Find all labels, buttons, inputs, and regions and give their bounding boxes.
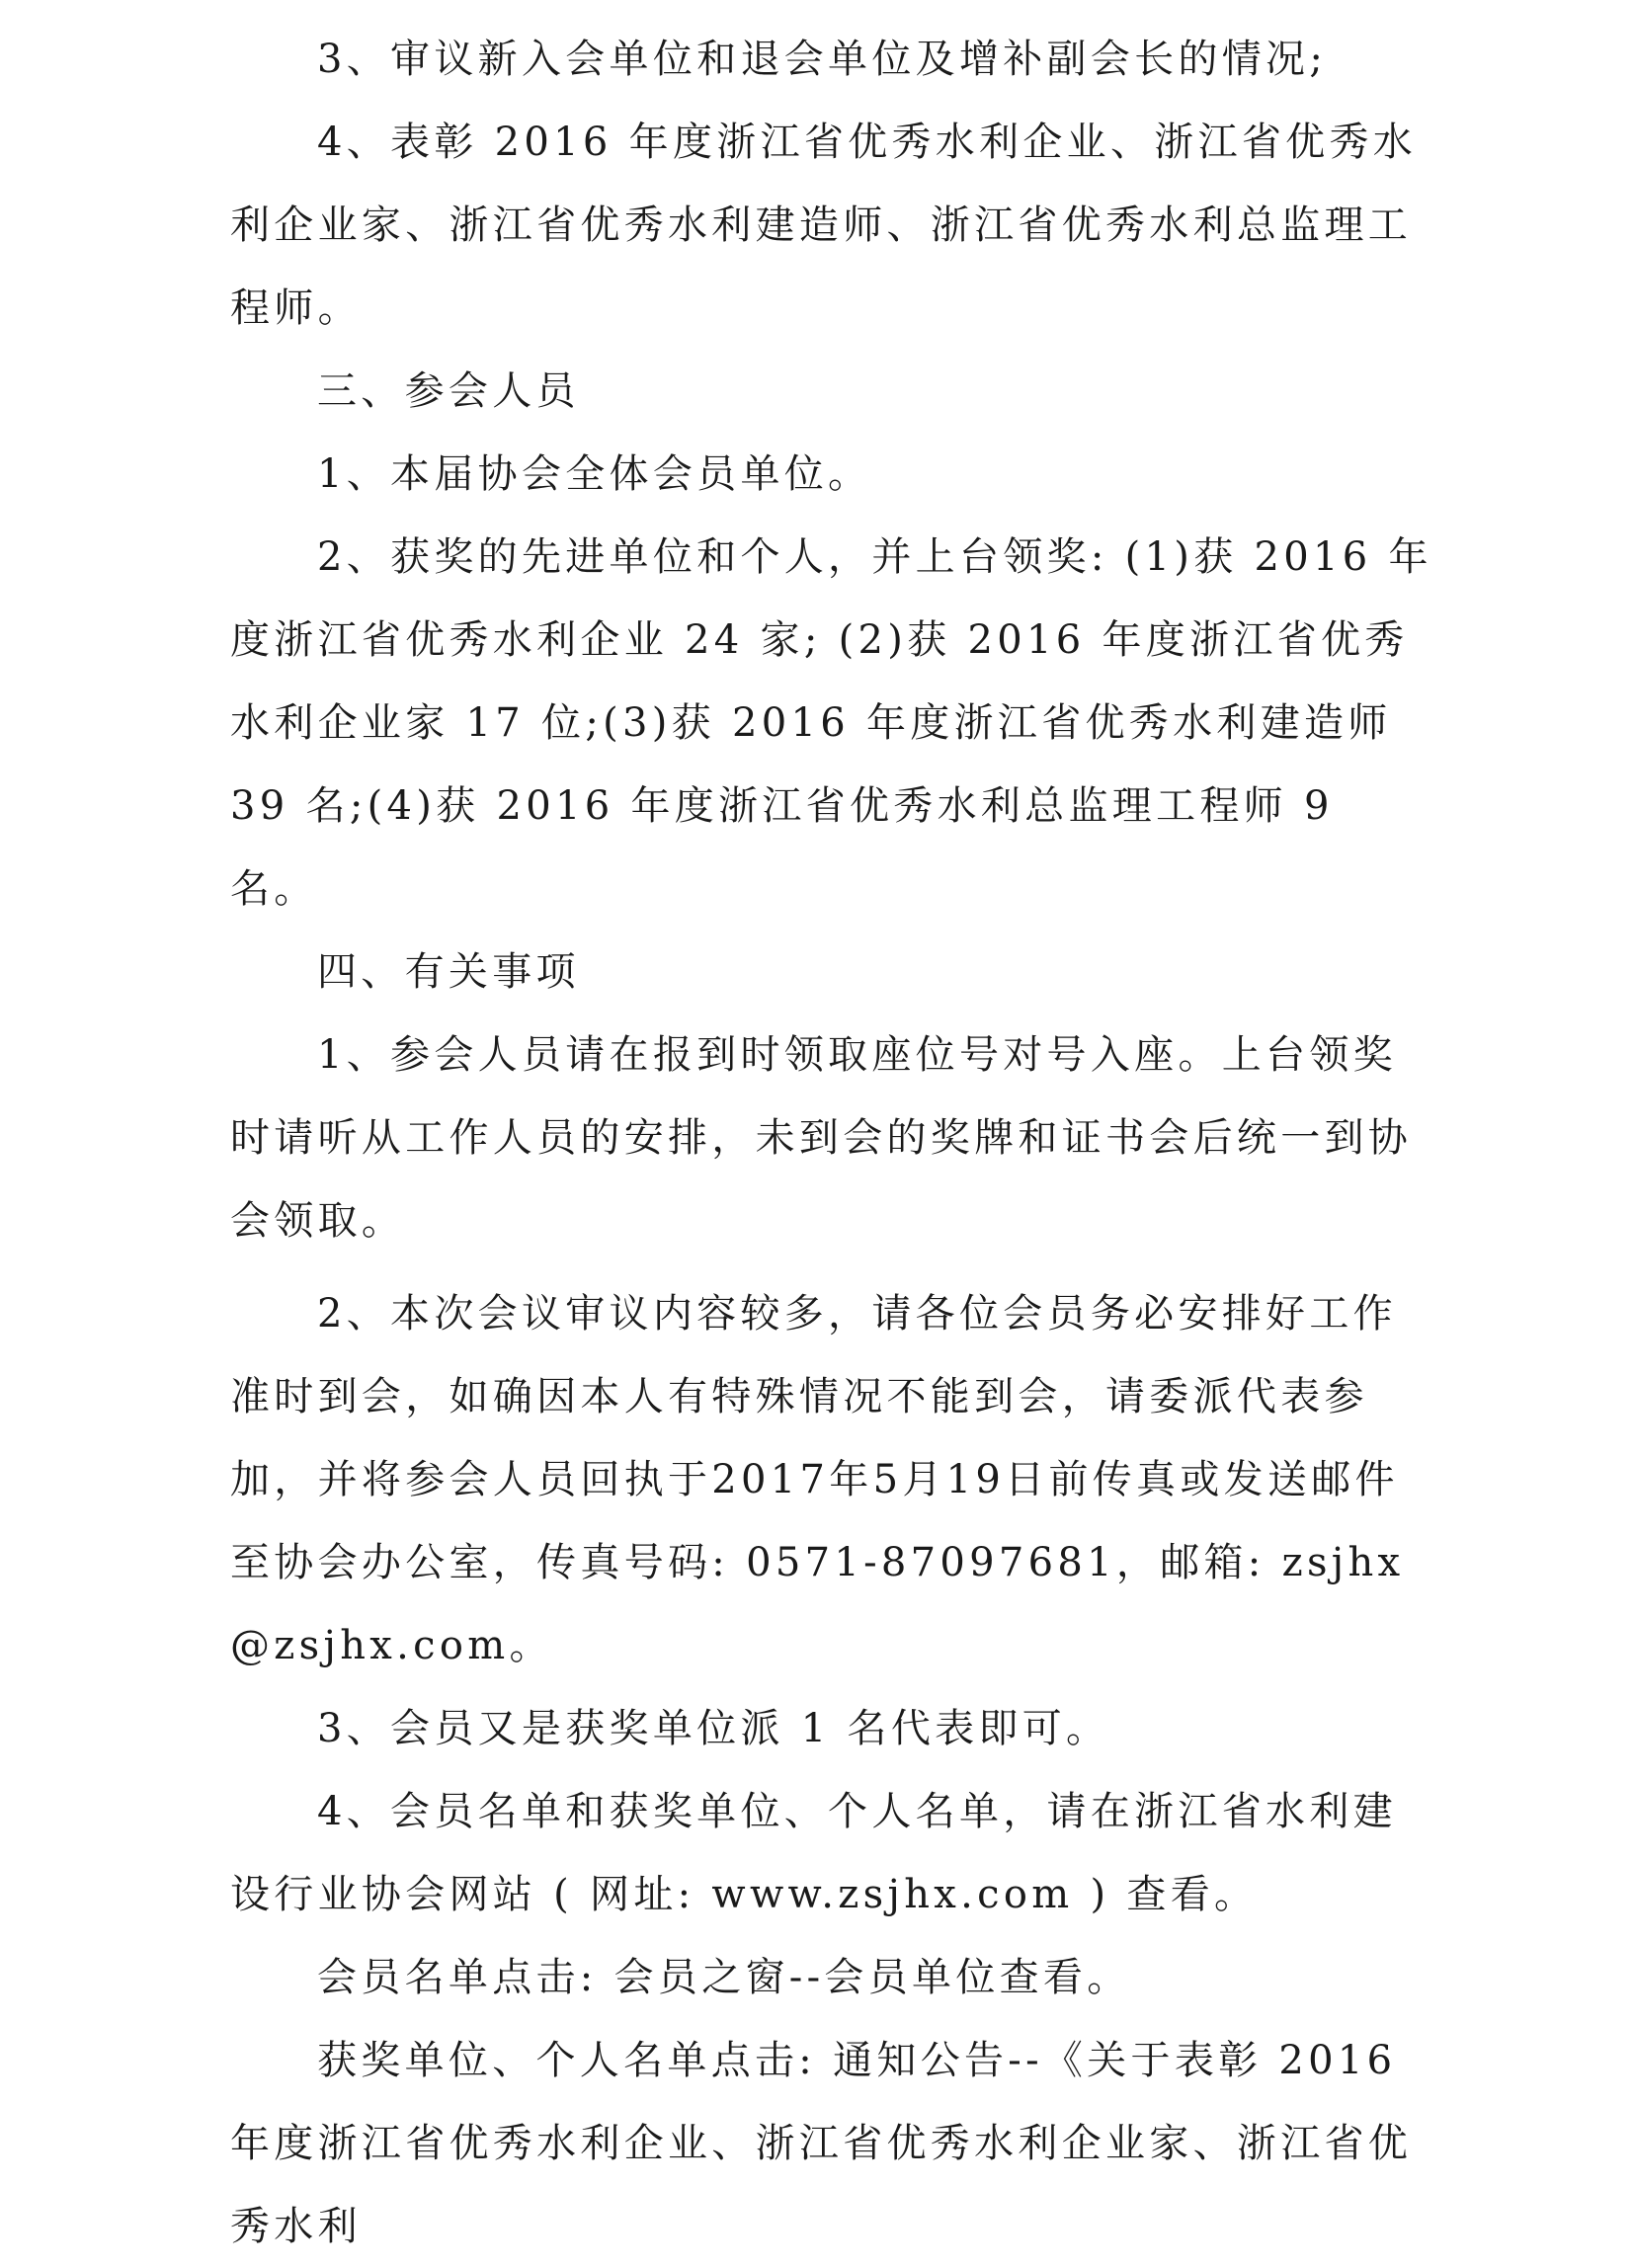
section-heading-matters: 四、有关事项 — [317, 949, 580, 995]
document-body — [230, 18, 1435, 2268]
paragraph-award-list-link: 获奖单位、个人名单点击: 通知公告--《关于表彰 2016 年度浙江省优秀水利企业、浙江省优秀水利企业家、浙江省优秀水利 — [230, 2038, 1413, 2249]
paragraph-item-3: 3、审议新入会单位和退会单位及增补副会长的情况; — [317, 37, 1328, 82]
paragraph-matters-2: 2、本次会议审议内容较多，请各位会员务必安排好工作准时到会，如确因本人有特殊情况不能到会，请委派代表参加，并将参会人员回执于2017年5月19日前传真或发送邮件至协会办公室，传真号码: 0571-87097681，邮箱: zsjhx@zsjhx.com。 — [230, 1291, 1405, 1668]
paragraph-item-4-commendation: 4、表彰 2016 年度浙江省优秀水利企业、浙江省优秀水利企业家、浙江省优秀水利建造师、浙江省优秀水利总监理工程师。 — [230, 120, 1418, 331]
paragraph-matters-3: 3、会员又是获奖单位派 1 名代表即可。 — [317, 1706, 1110, 1751]
paragraph-matters-1: 1、参会人员请在报到时领取座位号对号入座。上台领奖时请听从工作人员的安排，未到会的奖牌和证书会后统一到协会领取。 — [230, 1032, 1413, 1244]
paragraph-matters-4: 4、会员名单和获奖单位、个人名单，请在浙江省水利建设行业协会网站 ( 网址: www.zsjhx.com ) 查看。 — [230, 1789, 1397, 1917]
section-heading-attendees: 三、参会人员 — [317, 368, 580, 414]
paragraph-attendees-1: 1、本届协会全体会员单位。 — [317, 451, 872, 497]
paragraph-attendees-2: 2、获奖的先进单位和个人，并上台领奖: (1)获 2016 年度浙江省优秀水利企业 24 家; (2)获 2016 年度浙江省优秀水利企业家 17 位;(3)获 2016 年度浙江省优秀水利建造师 39 名;(4)获 2016 年度浙江省优秀水利总监理工程师 9 名。 — [230, 534, 1432, 912]
paragraph-member-list-link: 会员名单点击: 会员之窗--会员单位查看。 — [317, 1955, 1131, 2000]
